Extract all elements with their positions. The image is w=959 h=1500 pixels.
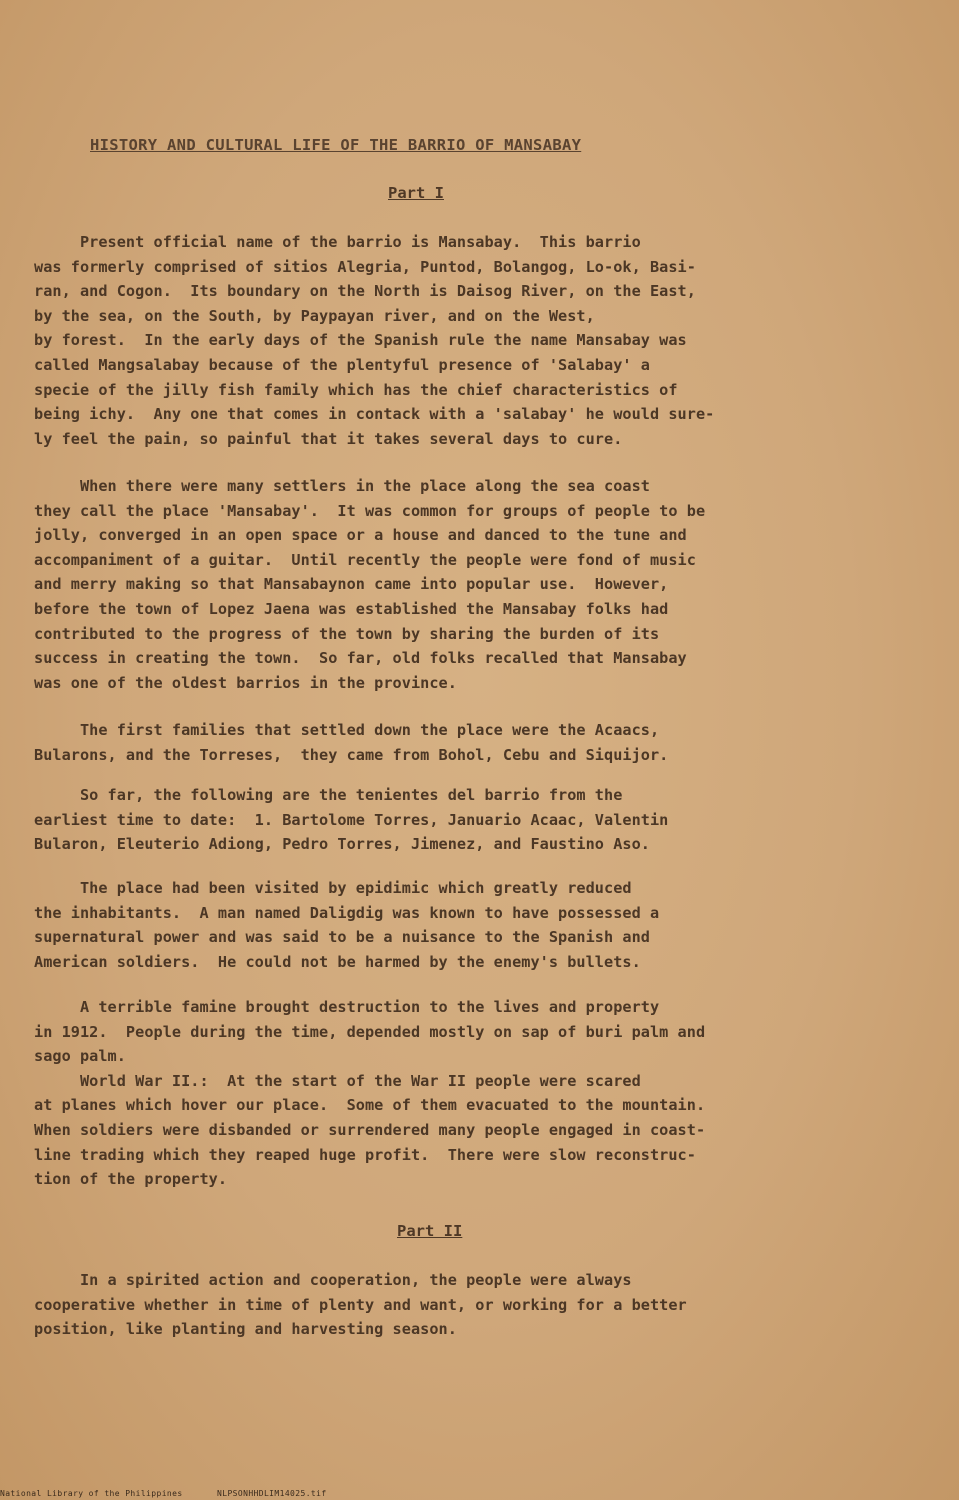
paragraph-5: The place had been visited by epidimic which greatly reduced the inhabitants. A man named Daligdig was known to have possessed a supernatural power and was said to be a nuisance to the Spanish and American soldiers. He could not be harmed by the enemy's bullets. [34,879,660,971]
paragraph-6: A terrible famine brought destruction to the lives and property in 1912. People during the time, depended mostly on sap of buri palm and sago palm. World War II.: At the start of the War II people were scared at planes which hover our place. Some of them evacuated to the mountain. When soldiers were disbanded or surrendered many people engaged in coast- line trading which they reaped huge profit. There were slow reconstruc- tion of the property. [34,998,706,1189]
part-2-heading: Part II [397,1222,463,1240]
paragraph-1: Present official name of the barrio is Mansabay. This barrio was formerly comprised of sitios Alegria, Puntod, Bolangog, Lo-ok, Basi- ran, and Cogon. Its boundary on the North is Daisog River, on the East, by the sea, on the South, by Paypayan river, and on the West, by forest. In the early days of the Spanish rule the name Mansabay was called Mangsalabay because of the plentyful presence of 'Salabay' a specie of the jilly fish family which has the chief characteristics of being ichy. Any one that comes in contack with a 'salabay' he would sure- ly feel the pain, so painful that it takes several days to cure. [34,233,715,448]
paragraph-3: The first families that settled down the place were the Acaacs, Bularons, and the Torreses, they came from Bohol, Cebu and Siquijor. [34,721,669,764]
paragraph-4: So far, the following are the tenientes del barrio from the earliest time to date: 1. Bartolome Torres, Januario Acaac, Valentin Bularon, Eleuterio Adiong, Pedro Torres, Jimenez, and Faustino Aso. [34,786,669,854]
part-1-heading: Part I [388,184,444,202]
footer-source: National Library of the Philippines [0,1489,183,1498]
scan-footer [0,1489,327,1498]
paragraph-7: In a spirited action and cooperation, the people were always cooperative whether in time of plenty and want, or working for a better position, like planting and harvesting season. [34,1271,687,1339]
paragraph-2: When there were many settlers in the place along the sea coast they call the place 'Mansabay'. It was common for groups of people to be jolly, converged in an open space or a house and danced to the tune and accompaniment of a guitar. Until recently the people were fond of music and merry making so that Mansabaynon came into popular use. However, before the town of Lopez Jaena was established the Mansabay folks had contributed to the progress of the town by sharing the burden of its success in creating the town. So far, old folks recalled that Mansabay was one of the oldest barrios in the province. [34,477,706,692]
document-title: HISTORY AND CULTURAL LIFE OF THE BARRIO OF MANSABAY [90,136,582,154]
footer-filename: NLPSONHHDLIM14025.tif [217,1489,327,1498]
